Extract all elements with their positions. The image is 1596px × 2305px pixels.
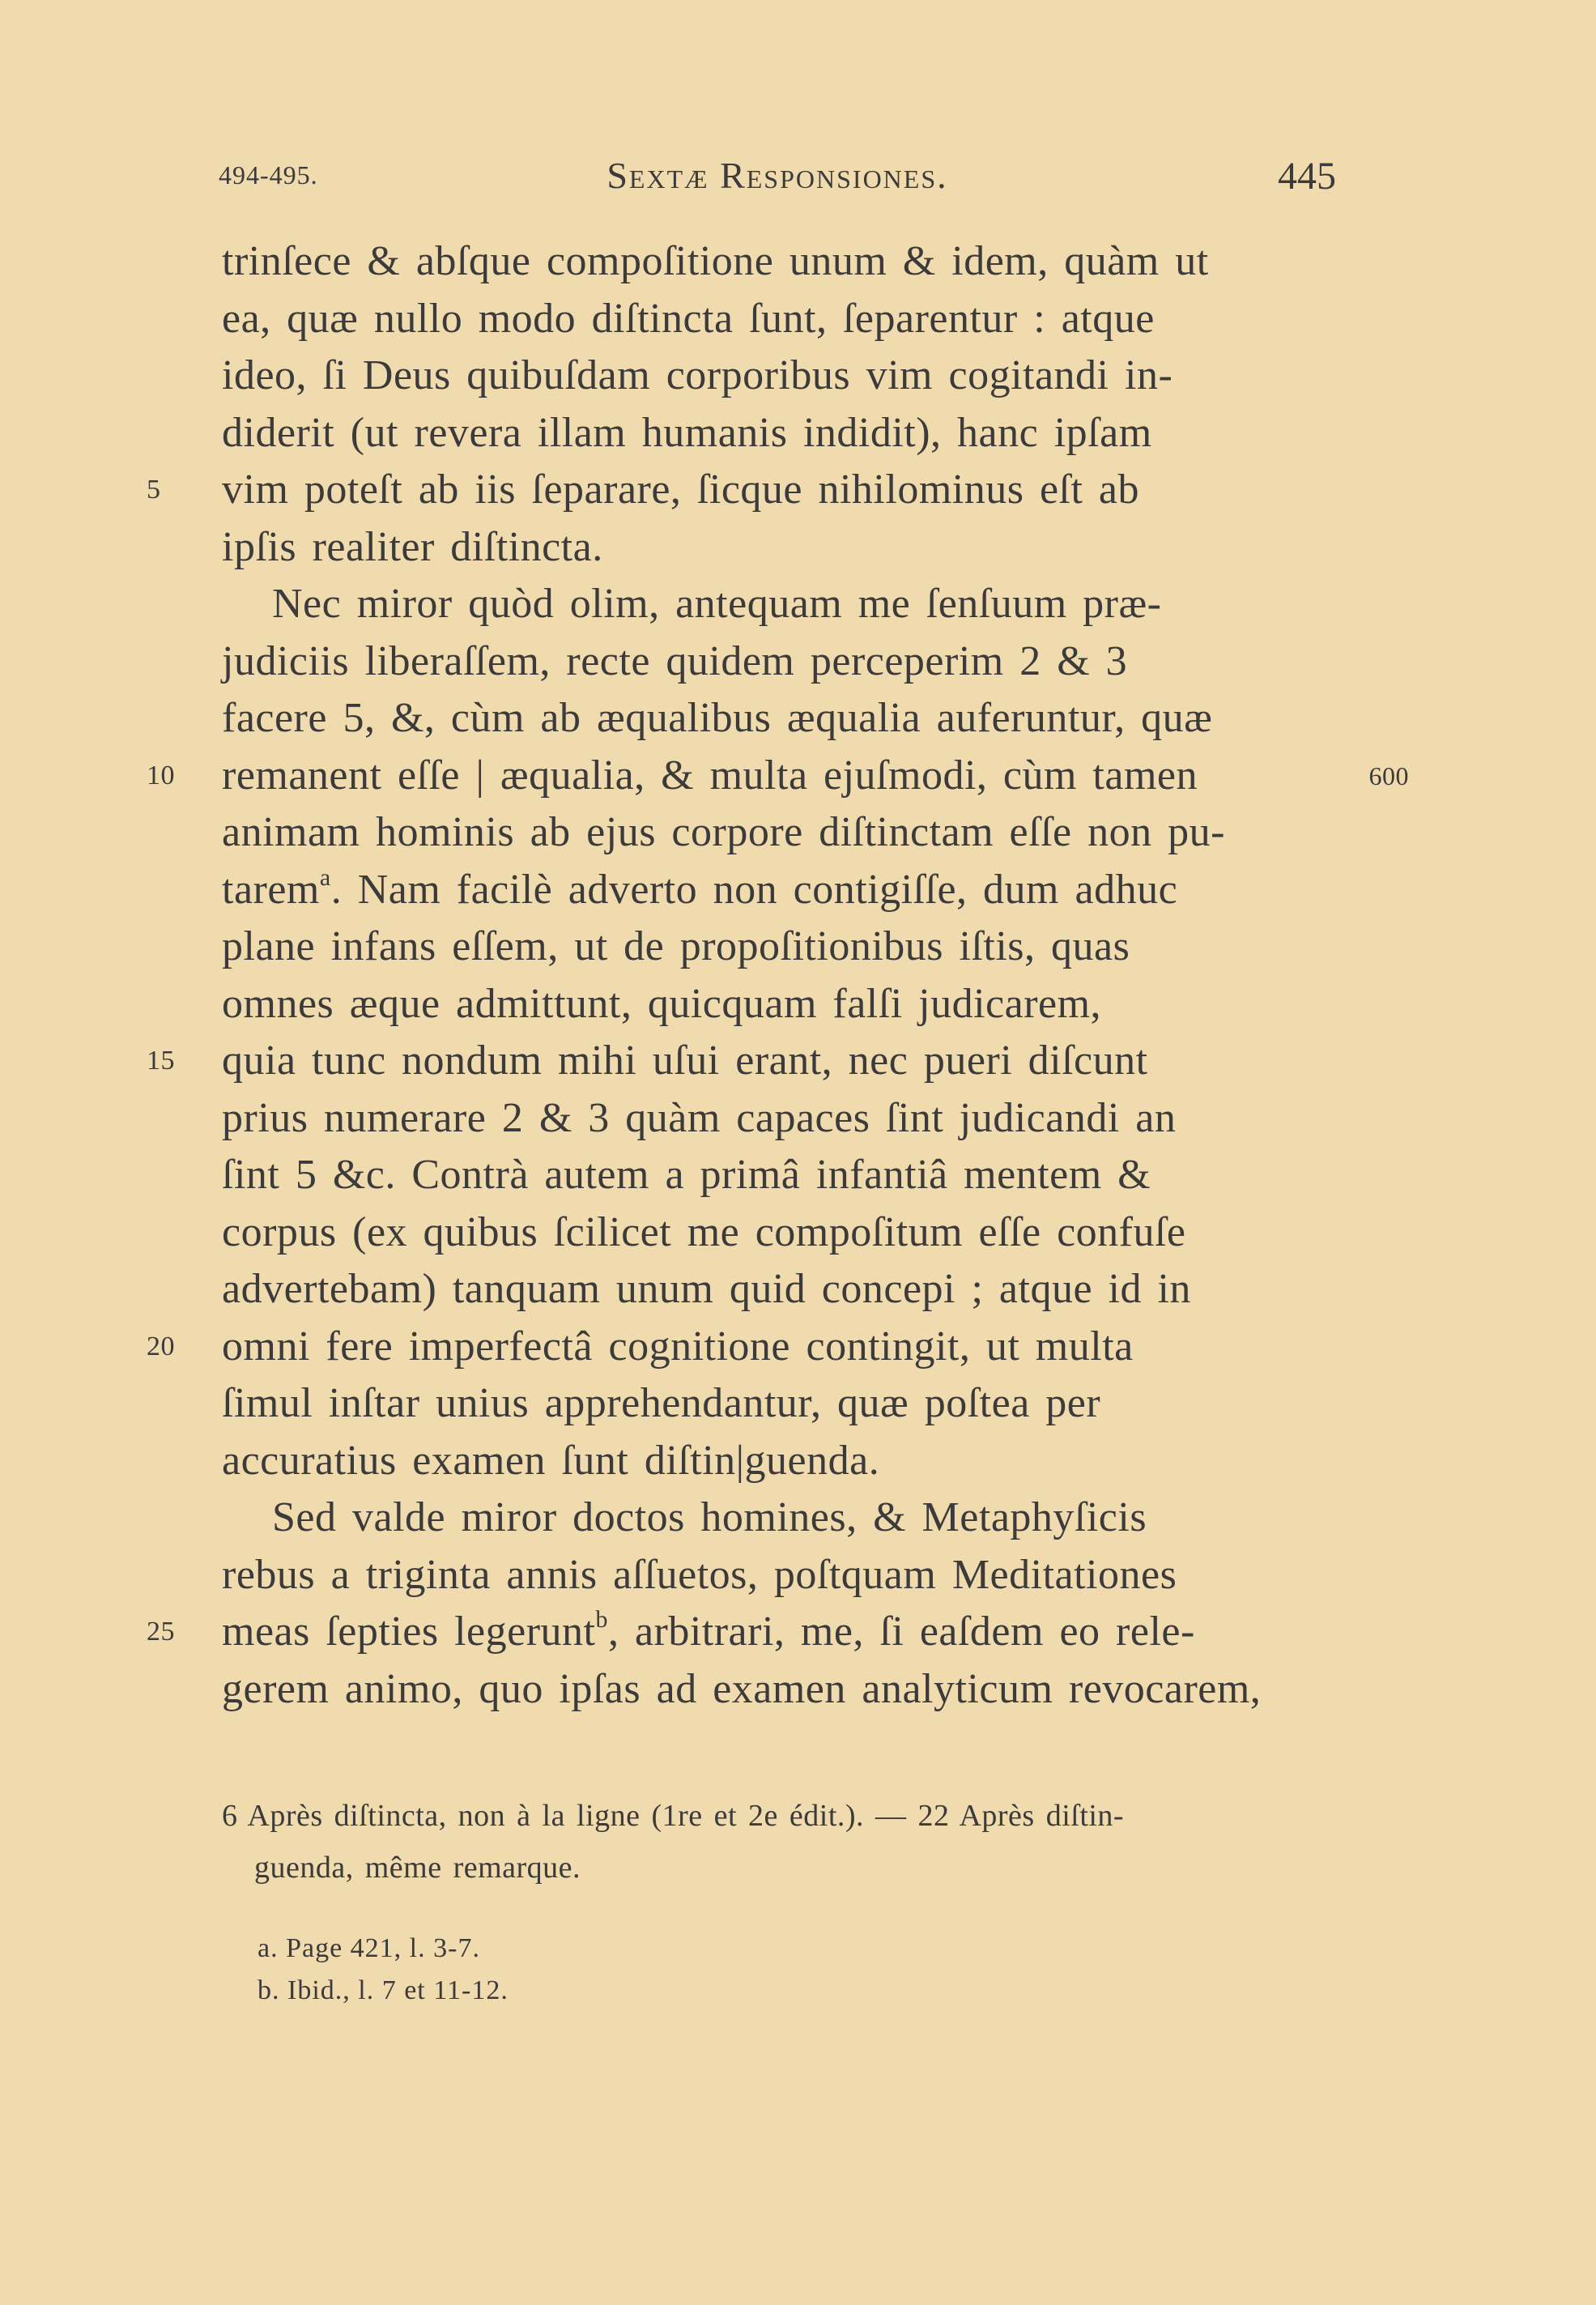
line-text: vim poteſt ab iis ſeparare, ſicque nihilominus eſt ab [222, 467, 1140, 513]
line-text: judiciis liberaſſem, recte quidem perceperim 2 & 3 [222, 637, 1128, 684]
line-text: omnes æque admittunt, quicquam falſi judicarem, [222, 980, 1102, 1027]
text-line [147, 748, 1409, 805]
text-line [222, 690, 1318, 748]
text-line [222, 976, 1318, 1033]
variant-note-line: 6 Après diſtincta, non à la ligne (1re et 2e édit.). — 22 Après diſtin- [222, 1799, 1125, 1833]
line-text: accuratius examen ſunt diſtin|guenda. [222, 1437, 880, 1484]
line-text: Sed valde miror doctos homines, & Metaphyſicis [272, 1494, 1147, 1540]
text-line [222, 1433, 1318, 1490]
line-text: facere 5, &, cùm ab æqualibus æqualia auferuntur, quæ [222, 695, 1213, 741]
footnote-b: b. Ibid., l. 7 et 11-12. [257, 1975, 509, 2005]
text-line [222, 862, 1318, 919]
text-line [222, 633, 1318, 691]
line-text: trinſece & abſque compoſitione unum & idem, quàm ut [222, 238, 1209, 284]
footnote-marker: a [319, 863, 331, 891]
line-text: Nec miror quòd olim, antequam me ſenſuum præ- [272, 581, 1162, 627]
text-line [222, 347, 1318, 405]
text-line [222, 576, 1318, 633]
text-line [222, 1375, 1318, 1433]
line-text-tail: . Nam facilè adverto non contigiſſe, dum adhuc [330, 866, 1178, 913]
line-text: advertebam) tanquam unum quid concepi ; atque id in [222, 1266, 1191, 1312]
line-text: omni fere imperfectâ cognitione contingit, ut multa [222, 1323, 1134, 1370]
line-text: ipſis realiter diſtincta. [222, 523, 603, 570]
line-text: diderit (ut revera illam humanis indidit), hanc ipſam [222, 409, 1152, 456]
text-line [147, 462, 1318, 519]
text-line [222, 1547, 1318, 1604]
text-line [222, 1489, 1318, 1547]
line-text: meas ſepties legerunt [222, 1608, 596, 1655]
running-header [219, 154, 1336, 202]
line-text: corpus (ex quibus ſcilicet me compoſitum eſſe confuſe [222, 1208, 1186, 1255]
line-number: 20 [147, 1331, 175, 1361]
text-line [222, 1090, 1318, 1148]
text-line [222, 291, 1318, 348]
text-line [222, 804, 1318, 862]
line-text: ideo, ſi Deus quibuſdam corporibus vim cogitandi in- [222, 352, 1173, 398]
text-line [222, 1147, 1318, 1204]
footnote-marker: b [595, 1606, 608, 1633]
text-line [222, 1261, 1318, 1319]
line-text: ea, quæ nullo modo diſtincta ſunt, ſeparentur : atque [222, 295, 1155, 342]
text-line [147, 1319, 1318, 1376]
line-number: 5 [147, 475, 161, 505]
header-page-range: 494-495. [219, 160, 318, 190]
text-line [222, 918, 1318, 976]
text-line [222, 1204, 1318, 1262]
variant-note-line: guenda, même remarque. [254, 1851, 581, 1885]
footnotes [257, 1928, 986, 2012]
text-line [147, 1033, 1318, 1090]
line-number: 25 [147, 1617, 175, 1647]
text-line [222, 405, 1318, 462]
variant-notes [222, 1790, 1318, 1894]
line-text: rebus a triginta annis aſſuetos, poſtquam Meditationes [222, 1551, 1177, 1598]
line-text: ſint 5 &c. Contrà autem a primâ infantiâ mentem & [222, 1152, 1151, 1198]
main-text [147, 233, 1409, 1718]
text-line [222, 1661, 1318, 1719]
line-text: remanent eſſe | æqualia, & multa ejuſmodi, cùm tamen [222, 752, 1198, 799]
margin-page-ref: 600 [1368, 761, 1409, 790]
line-text: ſimul inſtar unius apprehendantur, quæ poſtea per [222, 1380, 1101, 1426]
text-line [222, 519, 1318, 577]
line-text: quia tunc nondum mihi uſui erant, nec pueri diſcunt [222, 1037, 1148, 1084]
line-text-tail: , arbitrari, me, ſi eaſdem eo rele- [607, 1608, 1195, 1655]
line-number: 10 [147, 760, 175, 790]
line-text: animam hominis ab ejus corpore diſtinctam eſſe non pu- [222, 809, 1225, 855]
header-title: Sextæ Responsiones. [606, 155, 948, 196]
footnote-a: a. Page 421, l. 3-7. [257, 1933, 480, 1963]
line-number: 15 [147, 1046, 175, 1076]
line-text: gerem animo, quo ipſas ad examen analyticum revocarem, [222, 1665, 1262, 1712]
line-text: prius numerare 2 & 3 quàm capaces ſint judicandi an [222, 1094, 1177, 1141]
line-text: tarem [222, 866, 320, 913]
text-line [222, 233, 1318, 291]
text-line [147, 1604, 1318, 1661]
page-number: 445 [1278, 155, 1336, 198]
line-text: plane infans eſſem, ut de propoſitionibus iſtis, quas [222, 923, 1130, 969]
